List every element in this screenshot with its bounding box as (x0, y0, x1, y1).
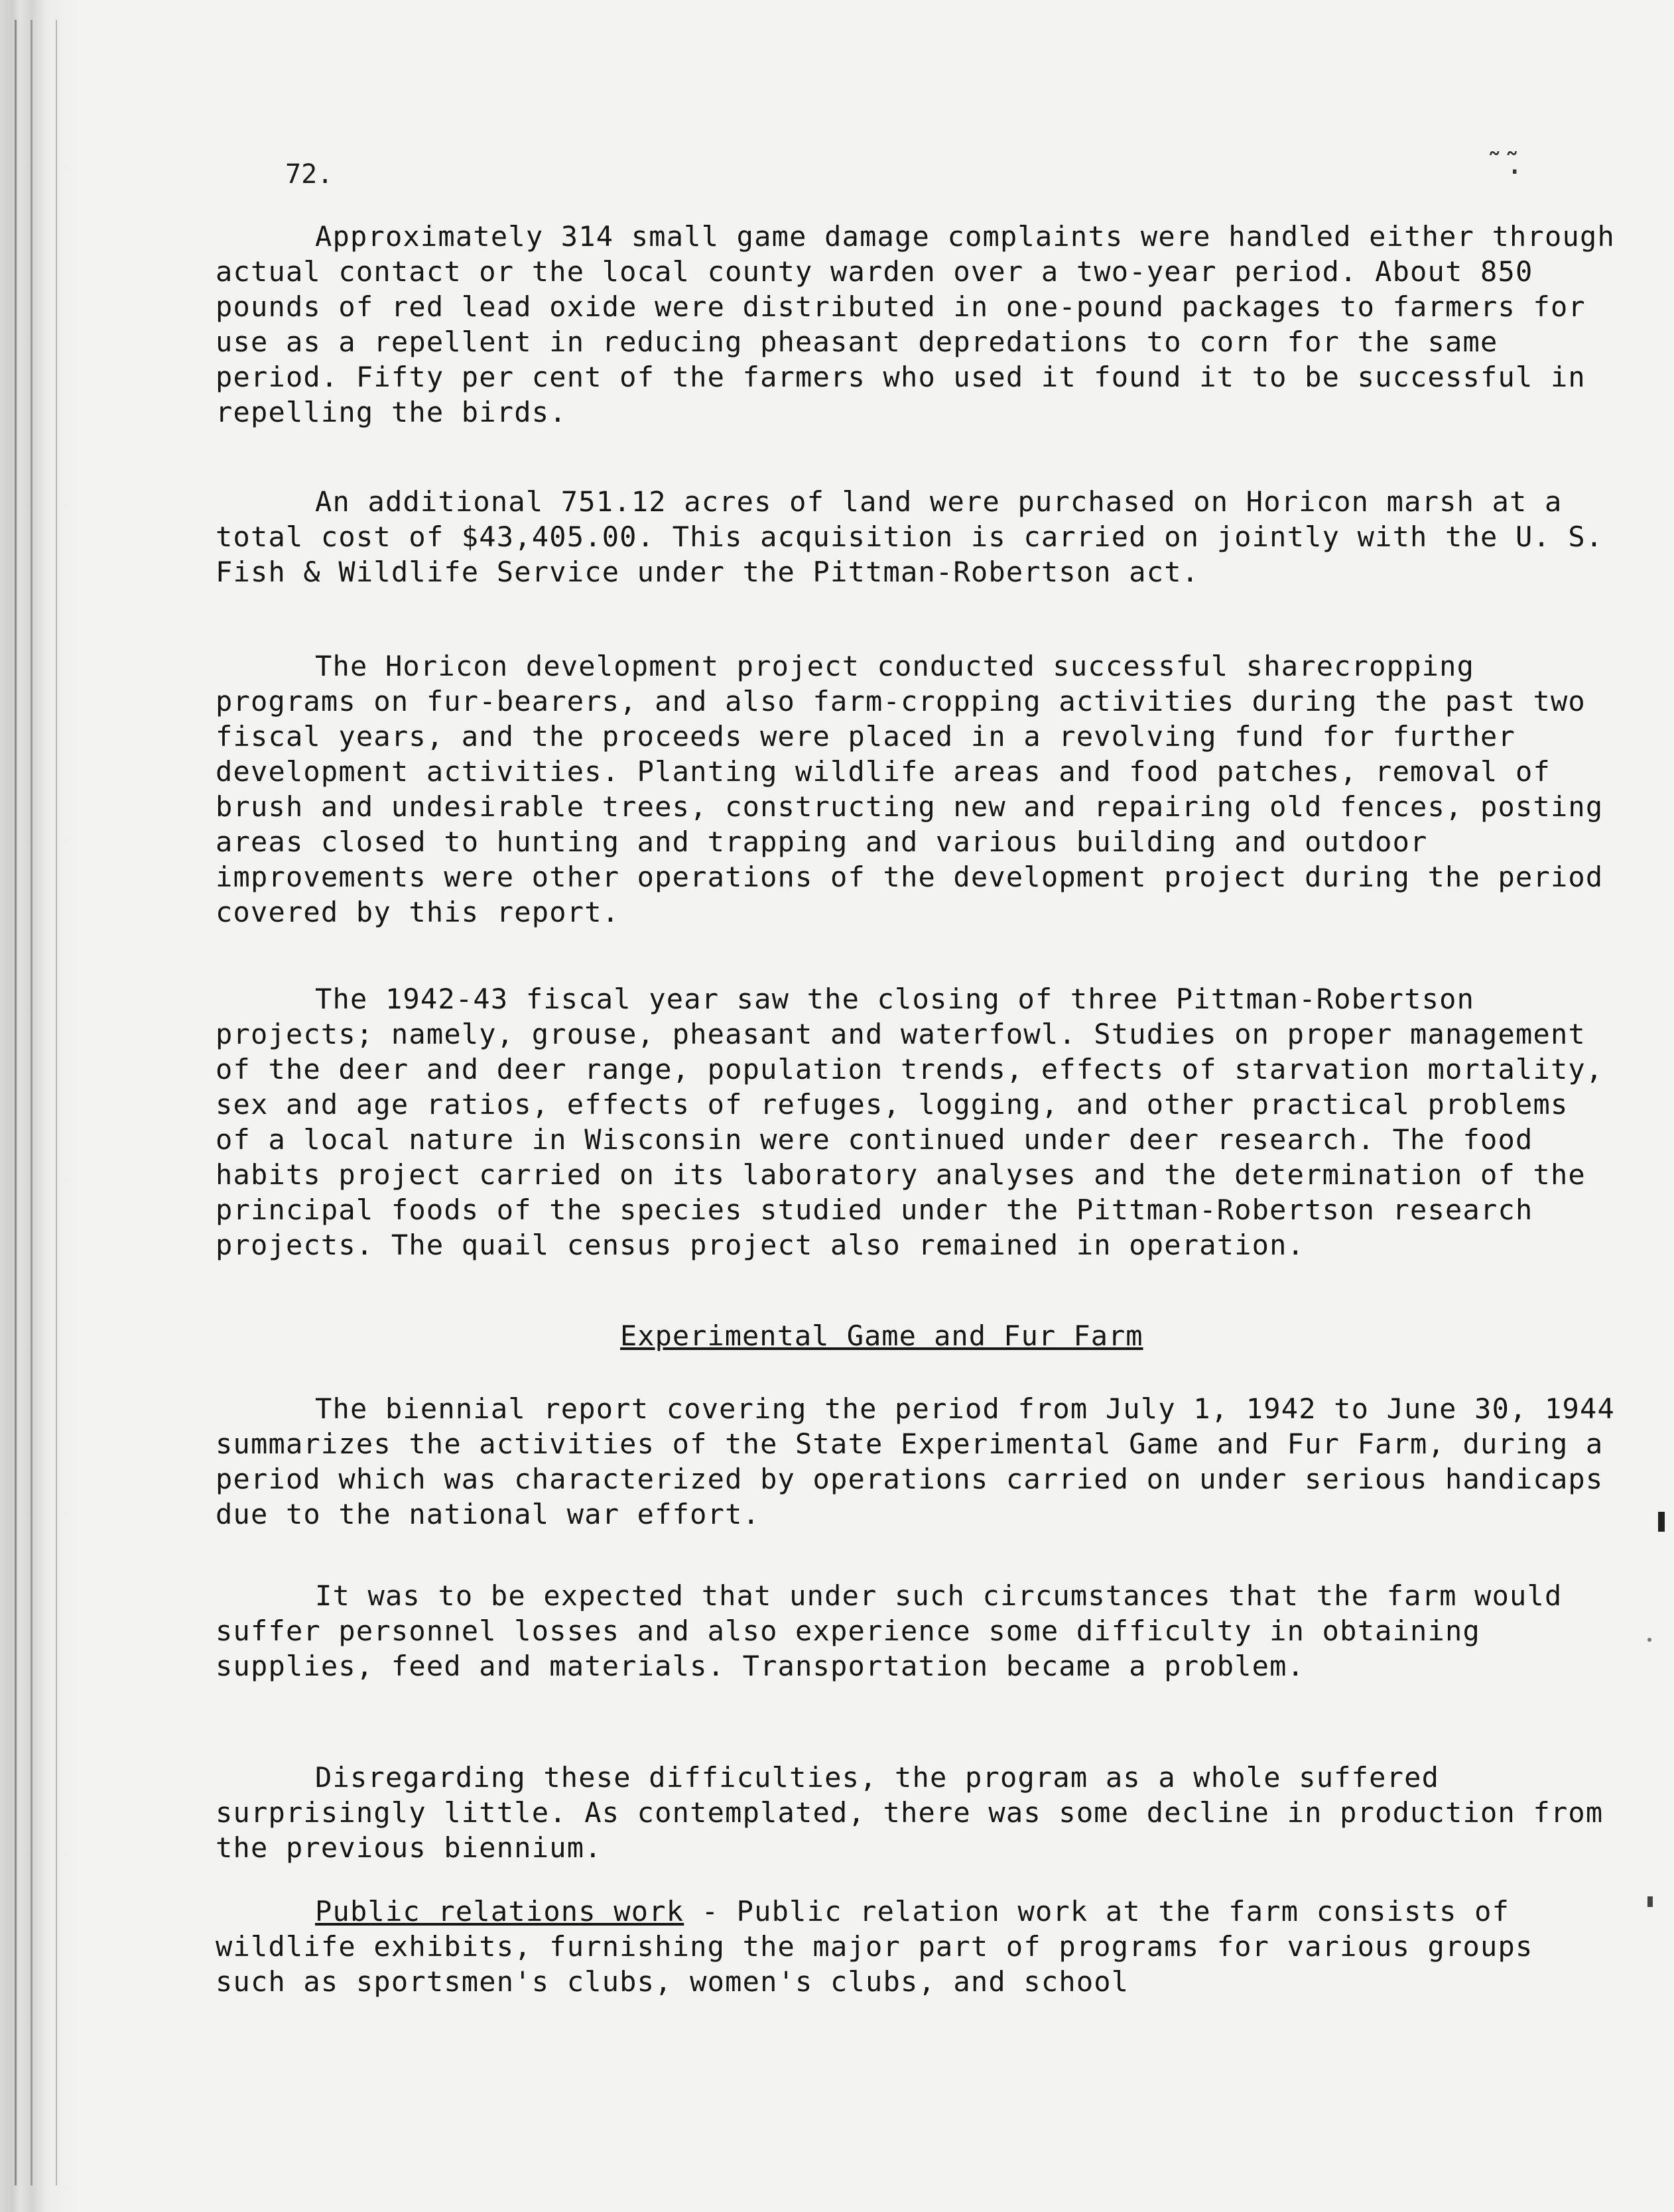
binding-edge (0, 0, 80, 2212)
section-heading: Experimental Game and Fur Farm (620, 1320, 1143, 1352)
paragraph-personnel-losses (216, 1578, 1615, 1684)
page-edge-line (56, 20, 57, 2185)
paragraph-public-relations (216, 1894, 1615, 1999)
paragraph-small-game-complaints (216, 219, 1615, 430)
paragraph: The 1942-43 fiscal year saw the closing of three Pittman-Robertson projects; namely, grouse, pheasant and waterfowl. Studies on proper management of the deer and deer range, population trends, effects of starvation mortality, sex and age ratios, effects of refuges, logging, and other practical problems of a local nature in Wisconsin were continued under deer research. The food habits project carried on its laboratory analyses and the determination of the principal foods of the species studied under the Pittman-Robertson research projects. The quail census project also remained in operation. (216, 983, 1604, 1261)
paragraph-biennial-report (216, 1391, 1615, 1532)
paragraph: It was to be expected that under such circumstances that the farm would suffer personnel losses and also experience some difficulty in obtaining supplies, feed and materials. Transportation became a problem. (216, 1579, 1563, 1682)
paragraph: The biennial report covering the period from July 1, 1942 to June 30, 1944 summarizes the activities of the State Experimental Game and Fur Farm, during a period which was characterized by operations carried on under serious handicaps due to the national war effort. (216, 1392, 1615, 1530)
page-edge-line (31, 20, 32, 2185)
paragraph: Disregarding these difficulties, the program as a whole suffered surprisingly little. As contemplated, there was some decline in production from the previous biennium. (216, 1761, 1604, 1864)
paragraph: Approximately 314 small game damage complaints were handled either through actual contact or the local county warden over a two-year period. About 850 pounds of red lead oxide were distributed in one-pound packages to farmers for use as a repellent in reducing pheasant depredations to corn for the same period. Fifty per cent of the farmers who used it found it to be successful in repelling the birds. (216, 220, 1615, 428)
corner-mark: ˜̃. (1486, 147, 1526, 181)
public-relations-text: - Public relation work at the farm consists of wildlife exhibits, furnishing the major part of programs for various groups such as sportsmen's clubs, women's clubs, and school (216, 1895, 1533, 1998)
paragraph-disregarding-difficulties (216, 1760, 1615, 1865)
margin-mark (1647, 1638, 1651, 1642)
margin-mark (1658, 1512, 1665, 1532)
paragraph: The Horicon development project conducted successful sharecropping programs on fur-bearers, and also farm-cropping activities during the past two fiscal years, and the proceeds were placed in a revolving fund for further development activities. Planting wildlife areas and food patches, removal of brush and undesirable trees, constructing new and repairing old fences, posting areas closed to hunting and trapping and various building and outdoor improvements were other operations of the development project during the period covered by this report. (216, 650, 1604, 928)
paragraph (216, 1894, 1615, 1999)
paragraph-pittman-robertson (216, 981, 1615, 1262)
margin-mark (1647, 1896, 1653, 1907)
paragraph: An additional 751.12 acres of land were purchased on Horicon marsh at a total cost of $43,405.00. This acquisition is carried on jointly with the U. S. Fish & Wildlife Service under the Pittman-Robertson act. (216, 485, 1604, 588)
page-number: 72. (285, 159, 334, 190)
paragraph-horicon-marsh-purchase (216, 484, 1615, 589)
paragraph-horicon-development (216, 648, 1615, 930)
page-edge-line (15, 20, 17, 2185)
public-relations-lead: Public relations work (315, 1895, 684, 1928)
